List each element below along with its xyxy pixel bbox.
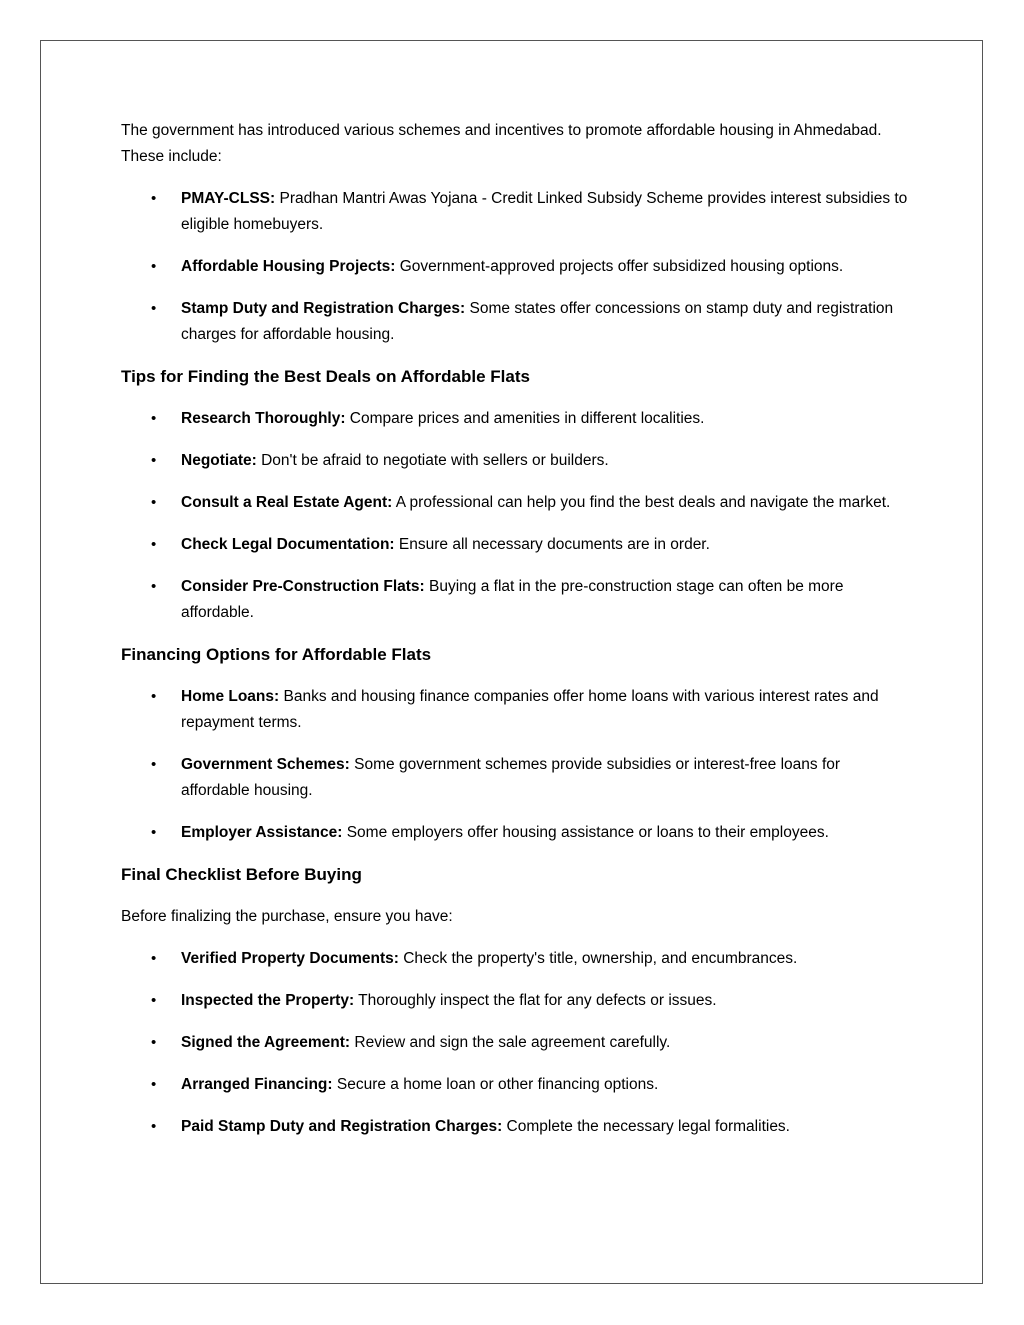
bullet-icon: • bbox=[151, 300, 157, 317]
item-description: Thoroughly inspect the flat for any defects or issues. bbox=[354, 992, 717, 1009]
bullet-icon: • bbox=[151, 410, 157, 427]
list-item bbox=[121, 946, 911, 972]
bullet-icon: • bbox=[151, 992, 157, 1009]
bullet-icon: • bbox=[151, 950, 157, 967]
item-term: Paid Stamp Duty and Registration Charges: bbox=[181, 1118, 503, 1135]
item-description: Complete the necessary legal formalities. bbox=[502, 1118, 790, 1135]
schemes-list bbox=[121, 186, 911, 348]
bullet-icon: • bbox=[151, 756, 157, 773]
item-term: Check Legal Documentation: bbox=[181, 536, 395, 553]
list-item bbox=[121, 820, 911, 846]
checklist-intro: Before finalizing the purchase, ensure you have: bbox=[121, 908, 453, 925]
item-term: Negotiate: bbox=[181, 452, 257, 469]
list-item bbox=[121, 186, 911, 238]
bullet-icon: • bbox=[151, 452, 157, 469]
item-term: Home Loans: bbox=[181, 688, 280, 705]
bullet-icon: • bbox=[151, 258, 157, 275]
item-term: Verified Property Documents: bbox=[181, 950, 399, 967]
financing-heading: Financing Options for Affordable Flats bbox=[121, 645, 432, 664]
list-item bbox=[121, 1114, 911, 1140]
bullet-icon: • bbox=[151, 824, 157, 841]
list-item bbox=[121, 254, 911, 280]
bullet-icon: • bbox=[151, 1118, 157, 1135]
financing-list bbox=[121, 684, 911, 846]
bullet-icon: • bbox=[151, 688, 157, 705]
item-description: Some states offer concessions on stamp duty and registration charges for affordable housing. bbox=[181, 300, 894, 343]
item-description: Government-approved projects offer subsidized housing options. bbox=[395, 258, 844, 275]
bullet-icon: • bbox=[151, 578, 157, 595]
list-item bbox=[121, 752, 911, 804]
list-item bbox=[121, 406, 911, 432]
bullet-icon: • bbox=[151, 1076, 157, 1093]
checklist-heading: Final Checklist Before Buying bbox=[121, 865, 362, 884]
item-term: Employer Assistance: bbox=[181, 824, 343, 841]
list-item bbox=[121, 988, 911, 1014]
item-description: Secure a home loan or other financing options. bbox=[332, 1076, 659, 1093]
item-description: Pradhan Mantri Awas Yojana - Credit Linked Subsidy Scheme provides interest subsidies to eligible homebuyers. bbox=[181, 190, 908, 233]
list-item bbox=[121, 574, 911, 626]
item-term: Inspected the Property: bbox=[181, 992, 355, 1009]
item-description: Review and sign the sale agreement carefully. bbox=[350, 1034, 671, 1051]
item-description: Ensure all necessary documents are in order. bbox=[394, 536, 710, 553]
item-description: Buying a flat in the pre-construction stage can often be more affordable. bbox=[181, 578, 844, 621]
list-item bbox=[121, 532, 911, 558]
item-term: Government Schemes: bbox=[181, 756, 350, 773]
item-term: Consider Pre-Construction Flats: bbox=[181, 578, 425, 595]
item-term: PMAY-CLSS: bbox=[181, 190, 276, 207]
intro-paragraph: The government has introduced various schemes and incentives to promote affordable housing in Ahmedabad. These include: bbox=[121, 122, 882, 165]
item-description: Banks and housing finance companies offer home loans with various interest rates and repayment terms. bbox=[181, 688, 879, 731]
item-term: Consult a Real Estate Agent: bbox=[181, 494, 393, 511]
document-content bbox=[121, 118, 911, 1156]
bullet-icon: • bbox=[151, 1034, 157, 1051]
item-description: Check the property's title, ownership, and encumbrances. bbox=[398, 950, 798, 967]
list-item bbox=[121, 296, 911, 348]
list-item bbox=[121, 1072, 911, 1098]
list-item bbox=[121, 490, 911, 516]
tips-list bbox=[121, 406, 911, 626]
item-term: Stamp Duty and Registration Charges: bbox=[181, 300, 466, 317]
item-term: Arranged Financing: bbox=[181, 1076, 333, 1093]
tips-heading: Tips for Finding the Best Deals on Affordable Flats bbox=[121, 367, 530, 386]
bullet-icon: • bbox=[151, 494, 157, 511]
item-term: Signed the Agreement: bbox=[181, 1034, 351, 1051]
list-item bbox=[121, 448, 911, 474]
item-term: Affordable Housing Projects: bbox=[181, 258, 396, 275]
item-description: Don't be afraid to negotiate with sellers or builders. bbox=[256, 452, 609, 469]
item-description: Compare prices and amenities in different localities. bbox=[345, 410, 705, 427]
item-description: Some government schemes provide subsidies or interest-free loans for affordable housing. bbox=[181, 756, 841, 799]
item-term: Research Thoroughly: bbox=[181, 410, 346, 427]
list-item bbox=[121, 1030, 911, 1056]
bullet-icon: • bbox=[151, 190, 157, 207]
bullet-icon: • bbox=[151, 536, 157, 553]
item-description: Some employers offer housing assistance or loans to their employees. bbox=[342, 824, 829, 841]
list-item bbox=[121, 684, 911, 736]
item-description: A professional can help you find the best deals and navigate the market. bbox=[392, 494, 891, 511]
checklist-list bbox=[121, 946, 911, 1140]
